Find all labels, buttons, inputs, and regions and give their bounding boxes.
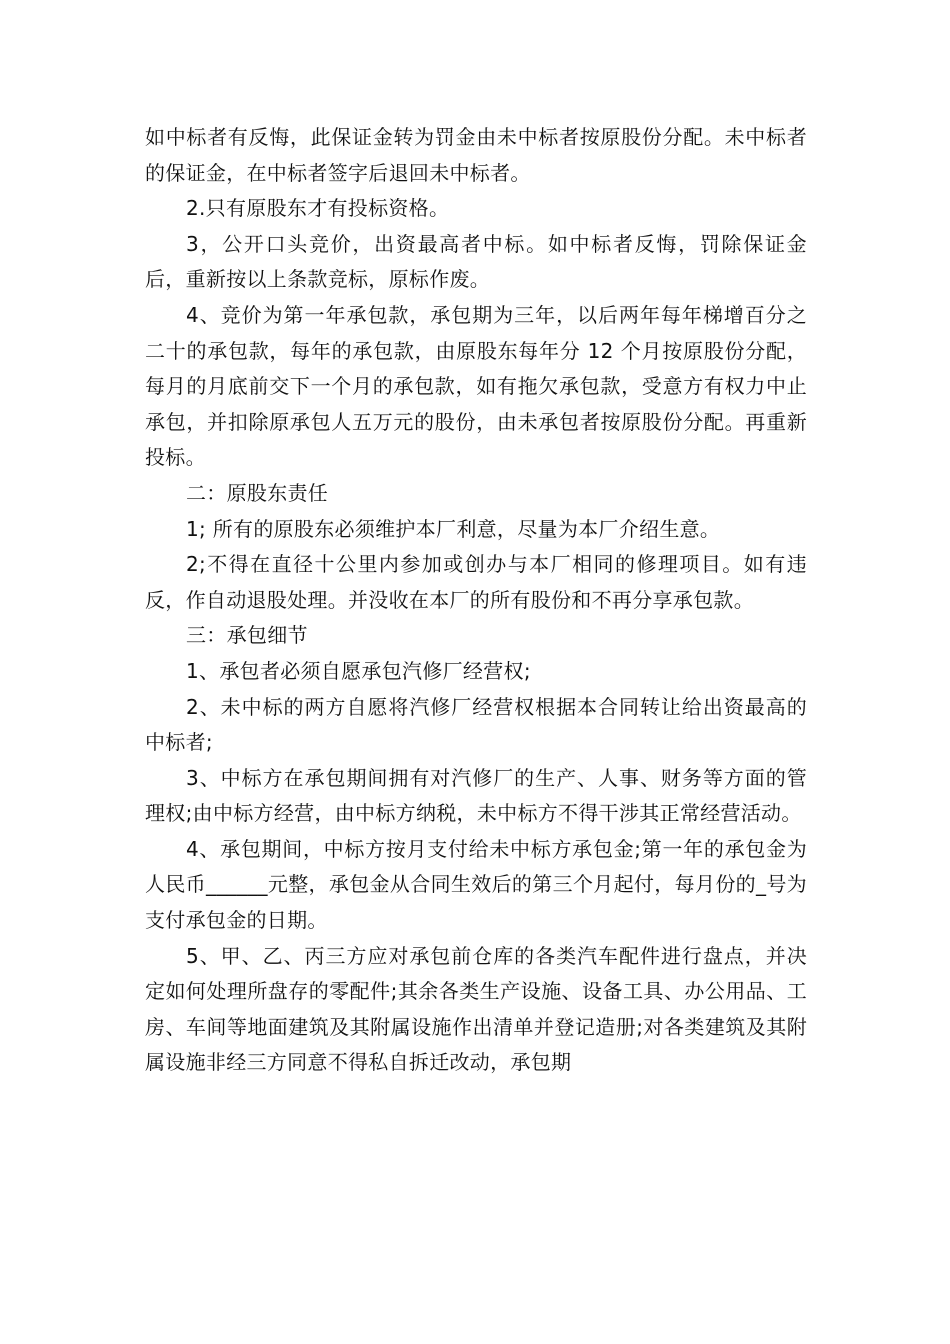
paragraph-12: 4、承包期间，中标方按月支付给未中标方承包金;第一年的承包金为人民币______元整，承包金从合同生效后的第三个月起付，每月份的_号为支付承包金的日期。 (145, 836, 807, 933)
paragraph-10: 2、未中标的两方自愿将汽修厂经营权根据本合同转让给出资最高的中标者; (145, 694, 807, 755)
paragraph-4: 4、竞价为第一年承包款，承包期为三年，以后两年每年梯增百分之二十的承包款，每年的承包款，由原股东每年分 12 个月按原股份分配，每月的月底前交下一个月的承包款，如有拖欠承包款，受意方有权力中止承包，并扣除原承包人五万元的股份，由未承包者按原股份分配。再重新投标。 (145, 302, 807, 470)
document-body (145, 120, 807, 1081)
paragraph-9: 1、承包者必须自愿承包汽修厂经营权; (186, 658, 531, 683)
paragraph-3: 3，公开口头竞价，出资最高者中标。如中标者反悔，罚除保证金后，重新按以上条款竞标，原标作废。 (145, 231, 807, 292)
section-heading-2: 二：原股东责任 (186, 480, 329, 505)
paragraph-1: 如中标者有反悔，此保证金转为罚金由未中标者按原股份分配。未中标者的保证金，在中标者签字后退回未中标者。 (145, 125, 807, 185)
paragraph-7: 2;不得在直径十公里内参加或创办与本厂相同的修理项目。如有违反，作自动退股处理。并没收在本厂的所有股份和不再分享承包款。 (145, 552, 807, 612)
paragraph-6: 1; 所有的原股东必须维护本厂利意，尽量为本厂介绍生意。 (186, 516, 721, 541)
paragraph-2: 2.只有原股东才有投标资格。 (186, 196, 450, 221)
section-heading-3: 三：承包细节 (186, 623, 308, 648)
paragraph-13: 5、甲、乙、丙三方应对承包前仓库的各类汽车配件进行盘点，并决定如何处理所盘存的零配件;其余各类生产设施、设备工具、办公用品、工房、车间等地面建筑及其附属设施作出清单并登记造册;对各类建筑及其附属设施非经三方同意不得私自拆迁改动，承包期 (145, 943, 807, 1075)
paragraph-11: 3、中标方在承包期间拥有对汽修厂的生产、人事、财务等方面的管理权;由中标方经营，由中标方纳税，未中标方不得干涉其正常经营活动。 (145, 765, 807, 826)
